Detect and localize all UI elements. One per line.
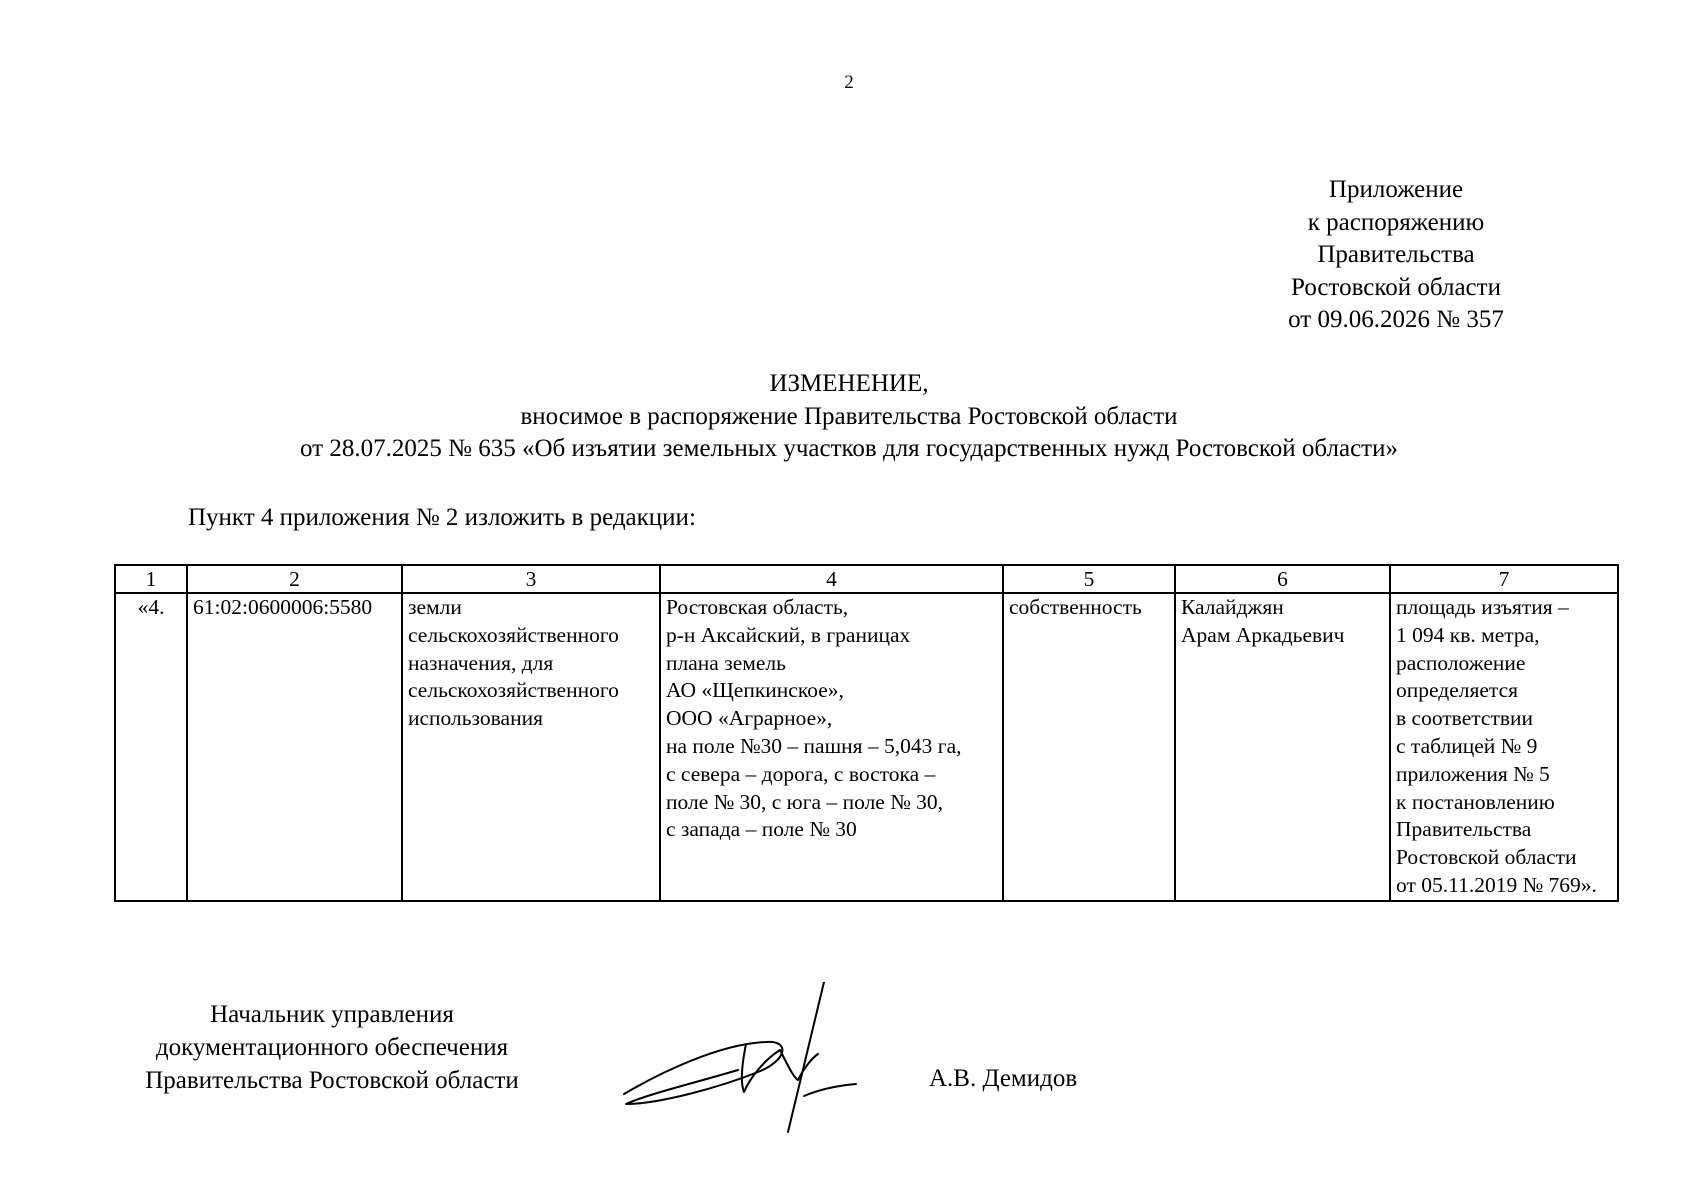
appendix-line: от 09.06.2026 № 357 (1288, 306, 1504, 333)
location-line: с запада – поле № 30 (666, 817, 857, 842)
signatory-position-line: документационного обеспечения (155, 1034, 509, 1061)
notes-line: Ростовской области (1396, 845, 1577, 870)
document-title (0, 368, 1698, 466)
notes-line: от 05.11.2019 № 769». (1396, 872, 1597, 897)
land-category-cell (402, 593, 660, 901)
title-line: от 28.07.2025 № 635 «Об изъятии земельных участков для государственных нужд Ростовской области» (300, 435, 1398, 462)
location-line: АО «Щепкинское», (666, 678, 844, 703)
title-heading: ИЗМЕНЕНИЕ, (769, 370, 929, 397)
location-line: ООО «Аграрное», (666, 706, 833, 731)
column-header: 2 (187, 565, 402, 593)
handwritten-signature (618, 982, 898, 1134)
land-category-line: использования (408, 706, 543, 731)
location-line: р-н Аксайский, в границах (666, 622, 911, 647)
land-category-line: назначения, для (408, 650, 554, 675)
signer-name: А.В. Демидов (929, 1065, 1078, 1092)
location-line: поле № 30, с юга – поле № 30, (666, 789, 943, 814)
land-category-line: сельскохозяйственного (408, 678, 619, 703)
signatory-position-line: Правительства Ростовской области (145, 1067, 519, 1094)
column-header: 5 (1003, 565, 1175, 593)
notes-line: площадь изъятия – (1396, 595, 1569, 619)
title-line: вносимое в распоряжение Правительства Ростовской области (520, 402, 1178, 430)
table-header-row (115, 565, 1618, 593)
column-header: 7 (1390, 565, 1618, 593)
column-header: 4 (660, 565, 1003, 593)
ownership-right: собственность (1009, 595, 1142, 619)
ownership-right-cell (1003, 593, 1175, 901)
changes-table (114, 564, 1619, 902)
location-cell (660, 593, 1003, 901)
location-line: с севера – дорога, с востока – (666, 761, 936, 786)
signatory-position-line: Начальник управления (210, 1001, 454, 1028)
notes-line: определяется (1396, 678, 1518, 703)
table-row (115, 593, 1618, 901)
owner-cell (1175, 593, 1390, 901)
owner-line: Арам Аркадьевич (1181, 622, 1345, 647)
location-line: плана земель (666, 650, 786, 675)
cadastral-number: 61:02:0600006:5580 (193, 595, 373, 619)
notes-line: с таблицей № 9 (1396, 733, 1538, 758)
notes-line: приложения № 5 (1396, 761, 1550, 786)
land-category-line: сельскохозяйственного (408, 622, 619, 647)
owner-line: Калайджян (1181, 595, 1284, 619)
notes-cell (1390, 593, 1618, 901)
appendix-header (1246, 174, 1546, 337)
cadastral-number-cell (187, 593, 402, 901)
column-header: 3 (402, 565, 660, 593)
notes-line: к постановлению (1396, 789, 1555, 814)
notes-line: 1 094 кв. метра, (1396, 622, 1540, 647)
page-number: 2 (844, 72, 854, 93)
location-line: на поле №30 – пашня – 5,043 га, (666, 733, 962, 758)
location-line: Ростовская область, (666, 595, 849, 619)
column-header: 6 (1175, 565, 1390, 593)
notes-line: Правительства (1396, 817, 1532, 842)
signatory-position (112, 998, 552, 1097)
item-number-cell (115, 593, 187, 901)
notes-line: в соответствии (1396, 706, 1534, 731)
appendix-line: Ростовской области (1291, 273, 1501, 301)
item-number: «4. (137, 595, 165, 619)
column-header: 1 (115, 565, 187, 593)
appendix-line: Приложение (1328, 176, 1464, 203)
land-category-line: земли (408, 595, 462, 619)
instruction-text: Пункт 4 приложения № 2 изложить в редакции: (188, 504, 696, 531)
appendix-line: к распоряжению (1307, 208, 1485, 236)
appendix-line: Правительства (1317, 241, 1475, 268)
notes-line: расположение (1396, 650, 1526, 675)
